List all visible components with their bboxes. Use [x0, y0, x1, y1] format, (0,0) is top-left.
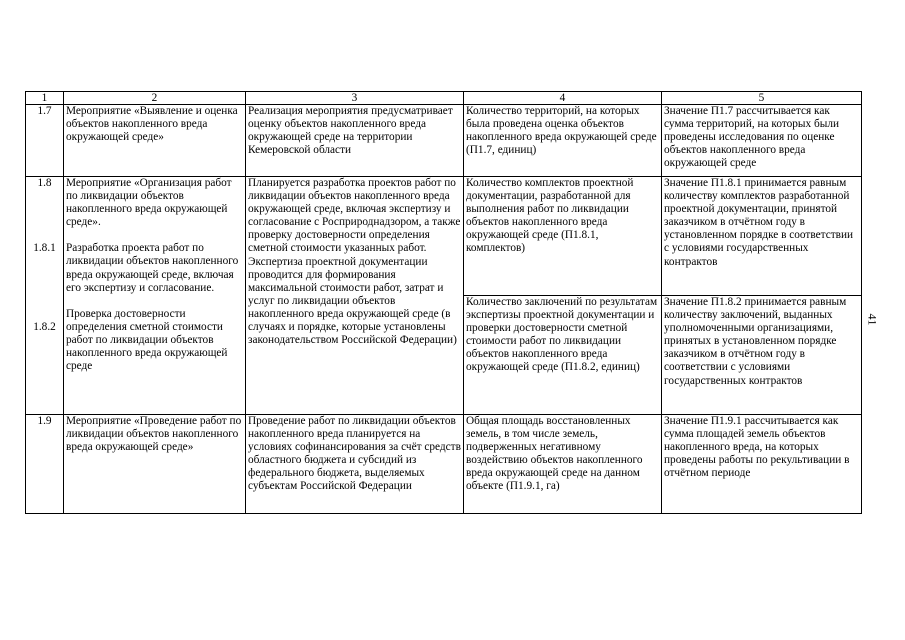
calculation-method-cell: Значение П1.8.1 принимается равным количеству комплектов разработанной проектной документации, принятой заказчиком в отчётном году в установленном порядке в соответствии с условиями государственных контрактов: [662, 177, 862, 296]
header-cell-5: 5: [662, 92, 862, 105]
indicator-cell: Количество комплектов проектной документации, разработанной для выполнения работ по ликвидации объектов накопленного вреда окружающей среде (П1.8.1, комплектов): [464, 177, 662, 296]
indicator-cell: Количество заключений по результатам экспертизы проектной документации и проверки достоверности сметной стоимости работ по ликвидации объектов накопленного вреда окружающей среде (П1.8.2, единиц): [464, 296, 662, 415]
description-part-2: Экспертиза проектной документации проводится для формирования максимальной стоимости работ, затрат и услуг по ликвидации объектов накопленного вреда окружающей среде (в случаях и порядке, которые установлены законодательством Российской Федерации): [248, 255, 457, 347]
submeasure-1-8-1: Разработка проекта работ по ликвидации объектов накопленного вреда окружающей среде, включая его экспертизу и согласование.: [66, 242, 239, 294]
indicator-cell: Общая площадь восстановленных земель, в том числе земель, подверженных негативному воздействию объектов накопленного вреда окружающей среде на данном объекте (П1.9.1, га): [464, 415, 662, 514]
measure-title: Мероприятие «Организация работ по ликвидации объектов накопленного вреда окружающей среде».: [66, 177, 232, 229]
submeasure-1-8-2: Проверка достоверности определения сметной стоимости работ по ликвидации объектов накопленного вреда окружающей среде: [66, 307, 228, 373]
indicator-cell: Количество территорий, на которых была проведена оценка объектов накопленного вреда окружающей среде (П1.7, единиц): [464, 105, 662, 177]
table-row: [26, 177, 862, 296]
header-cell-3: 3: [246, 92, 464, 105]
header-cell-1: 1: [26, 92, 64, 105]
table-row: [26, 415, 862, 514]
calculation-method-cell: Значение П1.8.2 принимается равным количеству заключений, выданных уполномоченными организациями, принятых в установленном порядке заказчиком в отчётном году в соответствии с условиями государственных контрактов: [662, 296, 862, 415]
row-number: 1.9: [26, 415, 64, 514]
header-cell-4: 4: [464, 92, 662, 105]
header-cell-2: 2: [64, 92, 246, 105]
calculation-method-cell: Значение П1.7 рассчитывается как сумма территорий, на которых были проведены исследования по оценке объектов накопленного вреда окружающей среде: [662, 105, 862, 177]
measure-name-cell: Мероприятие «Выявление и оценка объектов накопленного вреда окружающей среде»: [64, 105, 246, 177]
measure-description-cell: Реализация мероприятия предусматривает оценку объектов накопленного вреда окружающей среде на территории Кемеровской области: [246, 105, 464, 177]
table-header-row: [26, 92, 862, 105]
measures-table: [25, 91, 862, 514]
description-part-1: Планируется разработка проектов работ по ликвидации объектов накопленного вреда окружающей среде, включая экспертизу и согласование с Росприроднадзором, а также проверку достоверности определения сметной стоимости указанных работ.: [248, 177, 461, 255]
table-row: [26, 105, 862, 177]
calculation-method-cell: Значение П1.9.1 рассчитывается как сумма площадей земель объектов накопленного вреда, на которых проведены работы по рекультивации в отчётном периоде: [662, 415, 862, 514]
measure-name-cell: [64, 177, 246, 415]
row-number-group: [26, 177, 64, 415]
row-number: 1.8: [37, 177, 52, 189]
measure-name-cell: Мероприятие «Проведение работ по ликвидации объектов накопленного вреда окружающей среде»: [64, 415, 246, 514]
row-number: 1.8.2: [33, 321, 56, 334]
measure-description-cell: [246, 177, 464, 415]
measure-description-cell: Проведение работ по ликвидации объектов накопленного вреда планируется на условиях софинансирования за счёт средств областного бюджета и субсидий из федерального бюджета, выделяемых субъектам Российской Федерации: [246, 415, 464, 514]
row-number: 1.8.1: [33, 242, 56, 255]
row-number: 1.7: [26, 105, 64, 177]
page-number: 41: [865, 313, 880, 326]
